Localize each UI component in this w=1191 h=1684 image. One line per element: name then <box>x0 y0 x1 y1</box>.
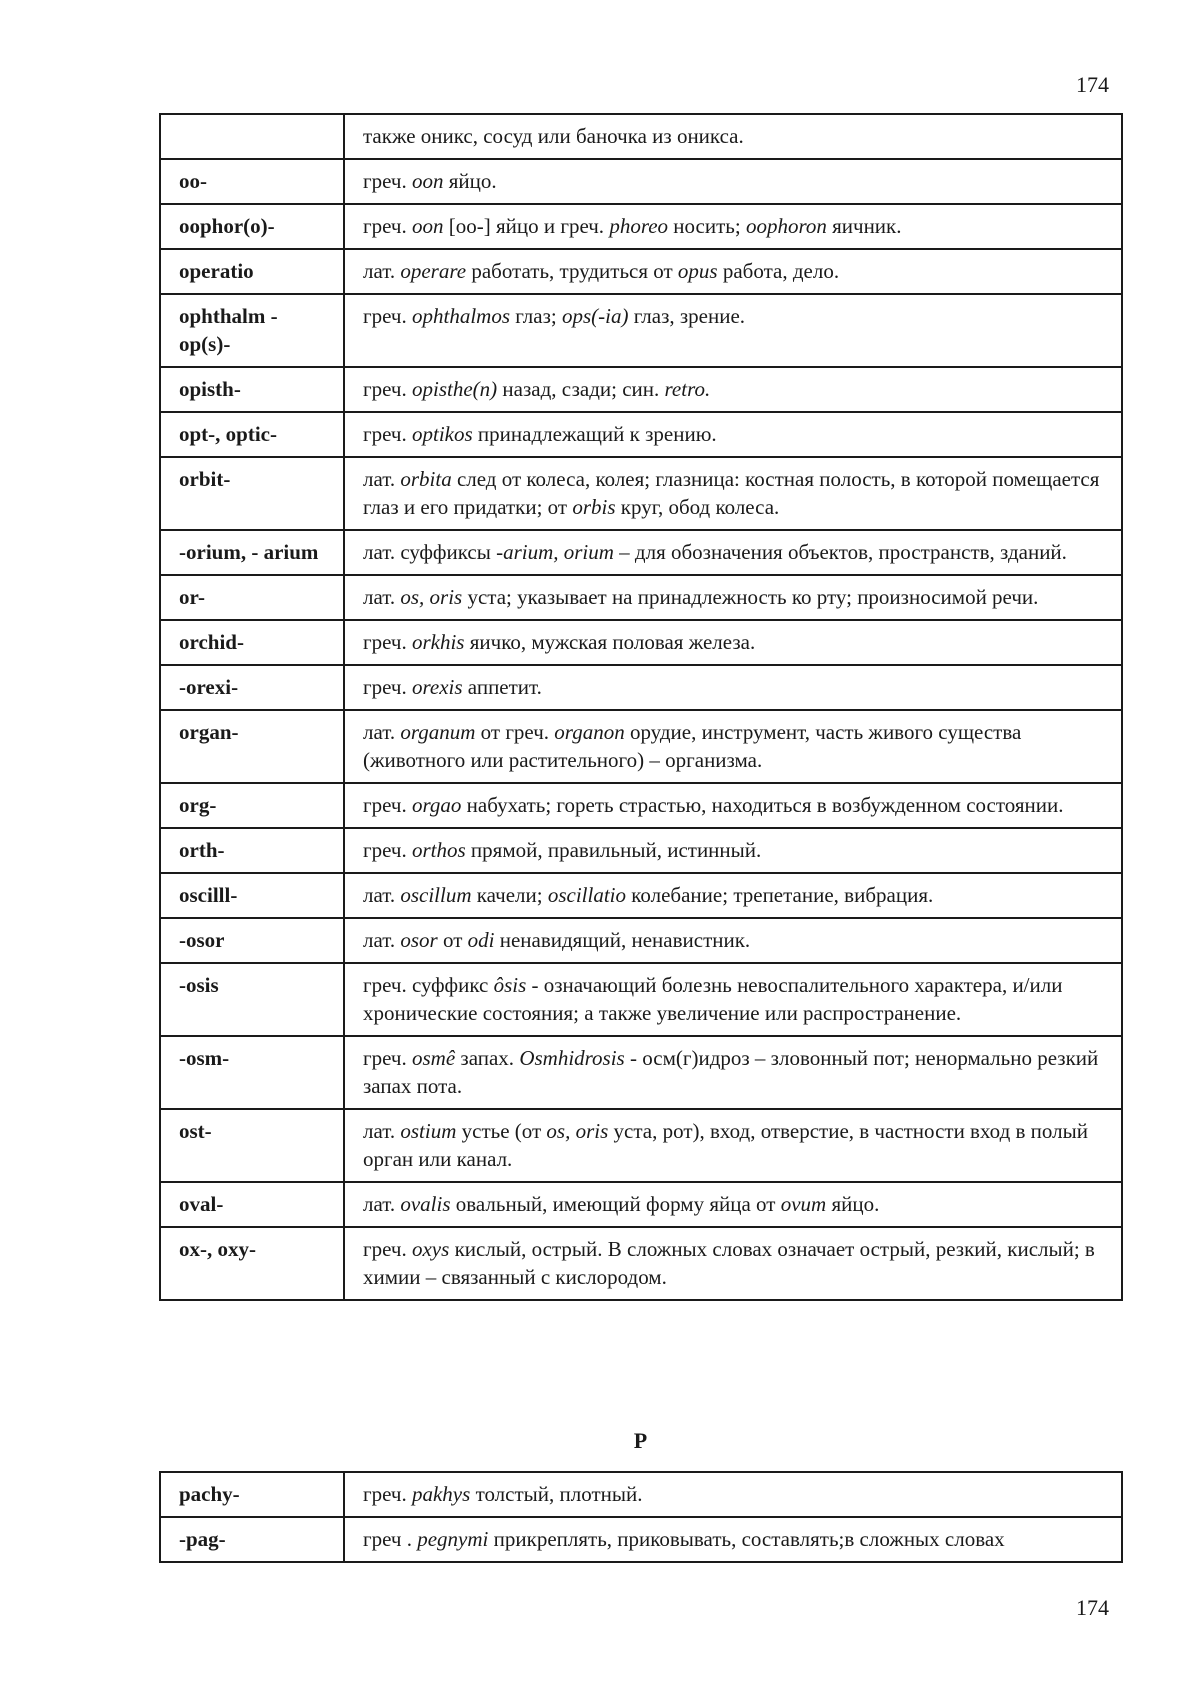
italic-word: ostium <box>400 1119 457 1143</box>
definition-text: греч. <box>363 214 412 238</box>
italic-word: oscillatio <box>547 883 627 907</box>
italic-word: os, oris <box>546 1119 609 1143</box>
italic-word: organum <box>400 720 476 744</box>
table-row <box>160 412 1122 457</box>
italic-word: orexis <box>411 675 463 699</box>
definition-text: греч. <box>363 422 412 446</box>
table-row <box>160 1109 1122 1182</box>
definition-text: прикреплять, приковывать, составлять;в сложных словах <box>488 1527 1005 1551</box>
definition-text: прямой, правильный, истинный. <box>465 838 762 862</box>
table-row <box>160 1182 1122 1227</box>
term-cell: opt-, optic- <box>160 412 344 457</box>
section-letter-heading: P <box>633 1428 648 1453</box>
term-cell: org- <box>160 783 344 828</box>
definition-text: назад, сзади; син. <box>497 377 665 401</box>
definition-text: греч. <box>363 169 412 193</box>
term-cell: orchid- <box>160 620 344 665</box>
table-row <box>160 294 1122 367</box>
table-row <box>160 1472 1122 1517</box>
definition-text: качели; <box>471 883 548 907</box>
definition-text: лат. <box>363 720 401 744</box>
table-row <box>160 204 1122 249</box>
term-cell: -osis <box>160 963 344 1036</box>
italic-word: phoreo <box>609 214 669 238</box>
italic-word: optikos <box>411 422 473 446</box>
table-row <box>160 710 1122 783</box>
definition-cell <box>344 412 1122 457</box>
term-cell <box>160 114 344 159</box>
table-row <box>160 665 1122 710</box>
definition-cell <box>344 665 1122 710</box>
definition-text: кислый, острый. В сложных словах означает острый, резкий, кислый; в химии – связанный с кислородом. <box>363 1237 1095 1289</box>
definition-text: работа, дело. <box>717 259 840 283</box>
definition-cell <box>344 1472 1122 1517</box>
definition-text: – для обозначения объектов, пространств, зданий. <box>613 540 1067 564</box>
italic-word: os, oris <box>400 585 463 609</box>
page-number-bottom: 174 <box>1076 1595 1109 1620</box>
definition-text: яичник. <box>826 214 902 238</box>
definition-cell <box>344 1517 1122 1562</box>
term-cell: orbit- <box>160 457 344 530</box>
definition-cell <box>344 963 1122 1036</box>
italic-word: opus <box>677 259 718 283</box>
definition-cell <box>344 457 1122 530</box>
italic-word: orthos <box>411 838 466 862</box>
definition-text: греч. <box>363 630 412 654</box>
italic-word: orgao <box>411 793 462 817</box>
definition-text: уста, рот), вход, отверстие, в частности вход в полый орган или канал. <box>363 1119 1088 1171</box>
table-row <box>160 1227 1122 1300</box>
table-row <box>160 620 1122 665</box>
italic-word: orkhis <box>411 630 465 654</box>
italic-word: odi <box>467 928 495 952</box>
definition-text: колебание; трепетание, вибрация. <box>626 883 934 907</box>
definition-cell <box>344 204 1122 249</box>
italic-word: ôsis <box>493 973 527 997</box>
table-row <box>160 828 1122 873</box>
definition-text: принадлежащий к зрению. <box>472 422 717 446</box>
definition-text: набухать; гореть страстью, находиться в возбужденном состоянии. <box>461 793 1064 817</box>
definition-text: толстый, плотный. <box>470 1482 643 1506</box>
definition-text: греч. <box>363 793 412 817</box>
table-row <box>160 457 1122 530</box>
table-row <box>160 159 1122 204</box>
term-cell: oophor(o)- <box>160 204 344 249</box>
definition-cell <box>344 918 1122 963</box>
definition-cell <box>344 530 1122 575</box>
definition-cell <box>344 294 1122 367</box>
italic-word: oscillum <box>400 883 472 907</box>
term-cell: -orium, - arium <box>160 530 344 575</box>
definition-cell <box>344 114 1122 159</box>
term-cell: oval- <box>160 1182 344 1227</box>
table-row <box>160 114 1122 159</box>
definition-cell <box>344 1036 1122 1109</box>
definition-text: яичко, мужская половая железа. <box>464 630 756 654</box>
table-body <box>160 1472 1122 1562</box>
definition-cell <box>344 1227 1122 1300</box>
table-row <box>160 530 1122 575</box>
definition-text: устье (от <box>456 1119 547 1143</box>
term-cell: ox-, oxy- <box>160 1227 344 1300</box>
term-cell: or- <box>160 575 344 620</box>
definition-text: запах. <box>455 1046 520 1070</box>
table-row <box>160 963 1122 1036</box>
definition-cell <box>344 1109 1122 1182</box>
table-row <box>160 367 1122 412</box>
definition-text: яйцо. <box>826 1192 880 1216</box>
italic-word: osor <box>400 928 438 952</box>
definition-text: - осм(г)идроз – зловонный пот; ненормально резкий запах пота. <box>363 1046 1099 1098</box>
italic-word: retro. <box>664 377 711 401</box>
definition-text: греч. <box>363 377 412 401</box>
term-cell: orth- <box>160 828 344 873</box>
definition-cell <box>344 873 1122 918</box>
definition-text: греч. <box>363 304 412 328</box>
definition-text: работать, трудиться от <box>466 259 678 283</box>
italic-word: ovum <box>780 1192 827 1216</box>
definition-text: ненавидящий, ненавистник. <box>494 928 751 952</box>
italic-word: ophthalmos <box>411 304 510 328</box>
definition-text: греч. суффикс <box>363 973 494 997</box>
term-cell: opisth- <box>160 367 344 412</box>
definition-cell <box>344 783 1122 828</box>
italic-word: ovalis <box>400 1192 451 1216</box>
table-row <box>160 873 1122 918</box>
definition-text: лат. <box>363 1192 401 1216</box>
definition-text: глаз, зрение. <box>628 304 746 328</box>
definition-text: глаз; <box>510 304 562 328</box>
definition-text: след от колеса, колея; глазница: костная полость, в которой помещается глаз и его придатки; от <box>363 467 1100 519</box>
term-cell: pachy- <box>160 1472 344 1517</box>
definition-text: аппетит. <box>462 675 542 699</box>
term-cell: -osm- <box>160 1036 344 1109</box>
italic-word: oxys <box>411 1237 450 1261</box>
italic-word: oon <box>411 169 444 193</box>
italic-word: pakhys <box>411 1482 471 1506</box>
term-cell: ophthalm - op(s)- <box>160 294 344 367</box>
term-cell: oscilll- <box>160 873 344 918</box>
definition-text: греч. <box>363 838 412 862</box>
italic-word: organon <box>554 720 625 744</box>
page-number-top: 174 <box>1076 72 1109 97</box>
term-cell: -osor <box>160 918 344 963</box>
italic-word: pegnymi <box>417 1527 489 1551</box>
definition-cell <box>344 828 1122 873</box>
definition-text: также оникс, сосуд или баночка из оникса. <box>363 124 744 148</box>
italic-word: Osmhidrosis <box>519 1046 625 1070</box>
definition-text: орудие, инструмент, часть живого существа (животного или растительного) – организма. <box>363 720 1022 772</box>
italic-word: ops(-ia) <box>561 304 629 328</box>
definition-text: круг, обод колеса. <box>615 495 780 519</box>
definition-text: лат. <box>363 467 401 491</box>
definition-cell <box>344 710 1122 783</box>
definition-text: греч. <box>363 1482 412 1506</box>
definition-cell <box>344 159 1122 204</box>
definition-cell <box>344 249 1122 294</box>
definition-text: греч. <box>363 1046 412 1070</box>
definition-text: лат. <box>363 259 401 283</box>
term-cell: ost- <box>160 1109 344 1182</box>
definition-text: носить; <box>668 214 746 238</box>
term-cell: oo- <box>160 159 344 204</box>
table-row <box>160 783 1122 828</box>
definition-text: - означающий болезнь невоспалительного характера, и/или хронические состояния; а также увеличение или распространение. <box>363 973 1063 1025</box>
term-cell: operatio <box>160 249 344 294</box>
definition-text: лат. <box>363 928 401 952</box>
italic-word: oophoron <box>745 214 827 238</box>
definition-text: [oo-] яйцо и греч. <box>443 214 610 238</box>
italic-word: oon <box>411 214 444 238</box>
definition-text: греч . <box>363 1527 418 1551</box>
dictionary-table-p <box>159 1471 1123 1563</box>
table-row <box>160 1036 1122 1109</box>
term-cell: -pag- <box>160 1517 344 1562</box>
definition-text: лат. <box>363 585 401 609</box>
definition-text: овальный, имеющий форму яйца от <box>450 1192 781 1216</box>
definition-text: яйцо. <box>443 169 497 193</box>
italic-word: -arium, orium <box>496 540 614 564</box>
definition-text: лат. <box>363 1119 401 1143</box>
table-row <box>160 1517 1122 1562</box>
definition-text: греч. <box>363 675 412 699</box>
definition-text: лат. суффиксы <box>363 540 497 564</box>
definition-text: от греч. <box>475 720 555 744</box>
definition-text: лат. <box>363 883 401 907</box>
italic-word: operare <box>400 259 467 283</box>
definition-text: греч. <box>363 1237 412 1261</box>
table-row <box>160 575 1122 620</box>
table-body <box>160 114 1122 1300</box>
definition-cell <box>344 620 1122 665</box>
definition-text: уста; указывает на принадлежность ко рту; произносимой речи. <box>462 585 1039 609</box>
italic-word: osmê <box>411 1046 456 1070</box>
term-cell: organ- <box>160 710 344 783</box>
definition-text: от <box>437 928 468 952</box>
definition-cell <box>344 367 1122 412</box>
table-row <box>160 249 1122 294</box>
italic-word: orbita <box>400 467 452 491</box>
definition-cell <box>344 575 1122 620</box>
dictionary-table-o <box>159 113 1123 1301</box>
italic-word: opisthe(n) <box>411 377 498 401</box>
table-row <box>160 918 1122 963</box>
definition-cell <box>344 1182 1122 1227</box>
term-cell: -orexi- <box>160 665 344 710</box>
italic-word: orbis <box>572 495 616 519</box>
